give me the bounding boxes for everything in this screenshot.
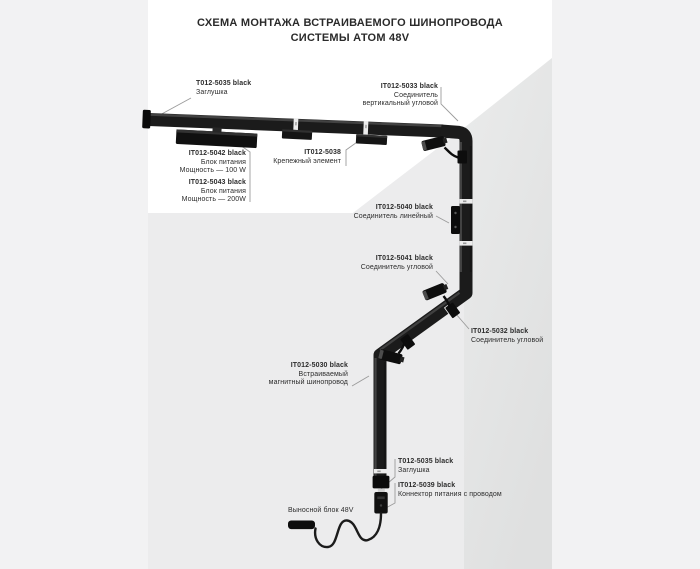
label-mount-element: IT012-5038 Крепежный элемент (273, 149, 341, 165)
label-power-connector: IT012-5039 black Коннектор питания с проводом (398, 482, 502, 498)
label-corner-5041: IT012-5041 black Соединитель угловой (360, 255, 433, 271)
label-psu-200: IT012-5043 black Блок питания Мощность — 200W (181, 179, 246, 203)
diagram-title (0, 16, 700, 46)
title-line-1: СХЕМА МОНТАЖА ВСТРАИВАЕМОГО ШИНОПРОВОДА (197, 17, 503, 29)
label-psu-100: IT012-5042 black Блок питания Мощность — 100 W (179, 150, 246, 174)
label-track-5030: IT012-5030 black Встраиваемый магнитный шинопровод (268, 362, 348, 386)
label-vertical-corner: IT012-5033 black Соединитель вертикальный угловой (362, 83, 438, 107)
label-endcap-bottom: T012-5035 black Заглушка (398, 458, 454, 474)
label-corner-5032: IT012-5032 black Соединитель угловой (471, 328, 544, 344)
external-power-block (288, 521, 315, 530)
linear-connector (451, 206, 460, 234)
label-linear-connector: IT012-5040 black Соединитель линейный (353, 204, 433, 220)
title-line-2: СИСТЕМЫ АТОМ 48V (290, 32, 410, 44)
label-endcap-top: T012-5035 black Заглушка (196, 80, 252, 96)
power-feed-connector (374, 492, 387, 514)
label-external-block: Выносной блок 48V (288, 507, 354, 514)
track-joint-2 (363, 121, 368, 135)
mounting-plate-2 (356, 134, 387, 145)
track-end-cap-left (142, 110, 151, 129)
mounting-plate-1 (282, 129, 312, 140)
